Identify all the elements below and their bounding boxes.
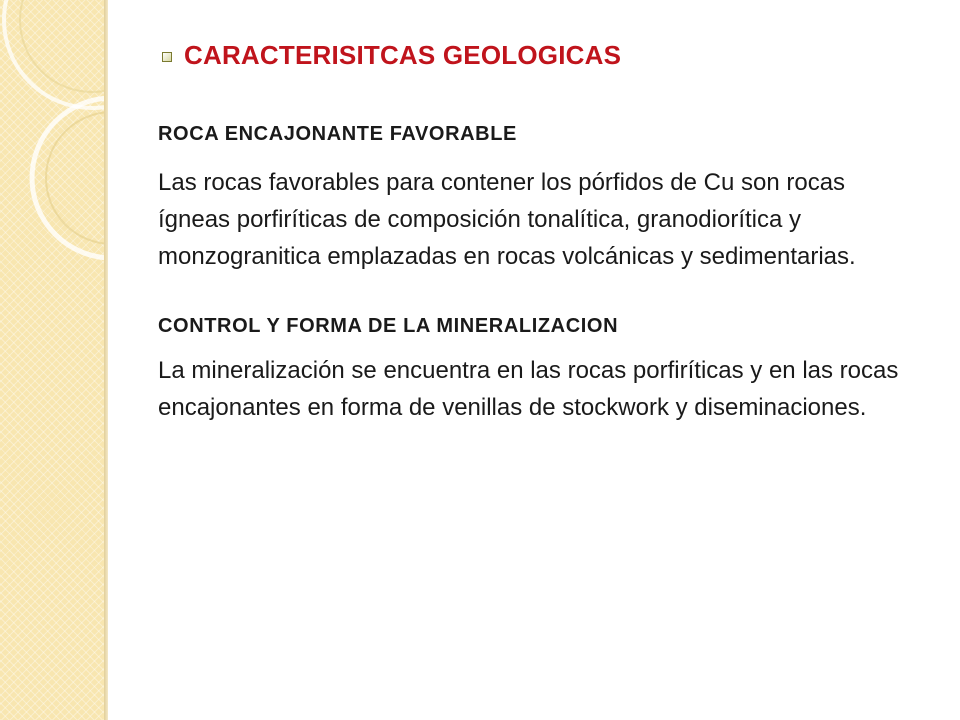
section-body: Las rocas favorables para contener los pórfidos de Cu son rocas ígneas porfiríticas de composición tonalítica, granodiorítica y monzogranitica emplazadas en rocas volcánicas y sedimentarias. — [158, 169, 856, 270]
decorative-side-band — [0, 0, 104, 720]
side-band-edge — [104, 0, 108, 720]
ring-medium — [32, 98, 104, 258]
title-row — [162, 40, 918, 71]
section-body: La mineralización se encuentra en las rocas porfiríticas y en las rocas encajonantes en forma de venillas de stockwork y diseminaciones. — [158, 357, 899, 421]
section-control-mineralizacion — [158, 315, 918, 426]
square-bullet-icon — [162, 52, 172, 62]
section-heading: ROCA ENCAJONANTE FAVORABLE — [158, 123, 517, 145]
section-roca-encajonante — [158, 123, 918, 275]
slide-content — [158, 40, 918, 426]
decorative-rings — [0, 0, 104, 260]
ring-large-inner — [20, 0, 104, 92]
section-heading: CONTROL Y FORMA DE LA MINERALIZACION — [158, 315, 619, 337]
ring-medium-inner — [46, 112, 104, 244]
slide-title: CARACTERISITCAS GEOLOGICAS — [184, 40, 622, 70]
